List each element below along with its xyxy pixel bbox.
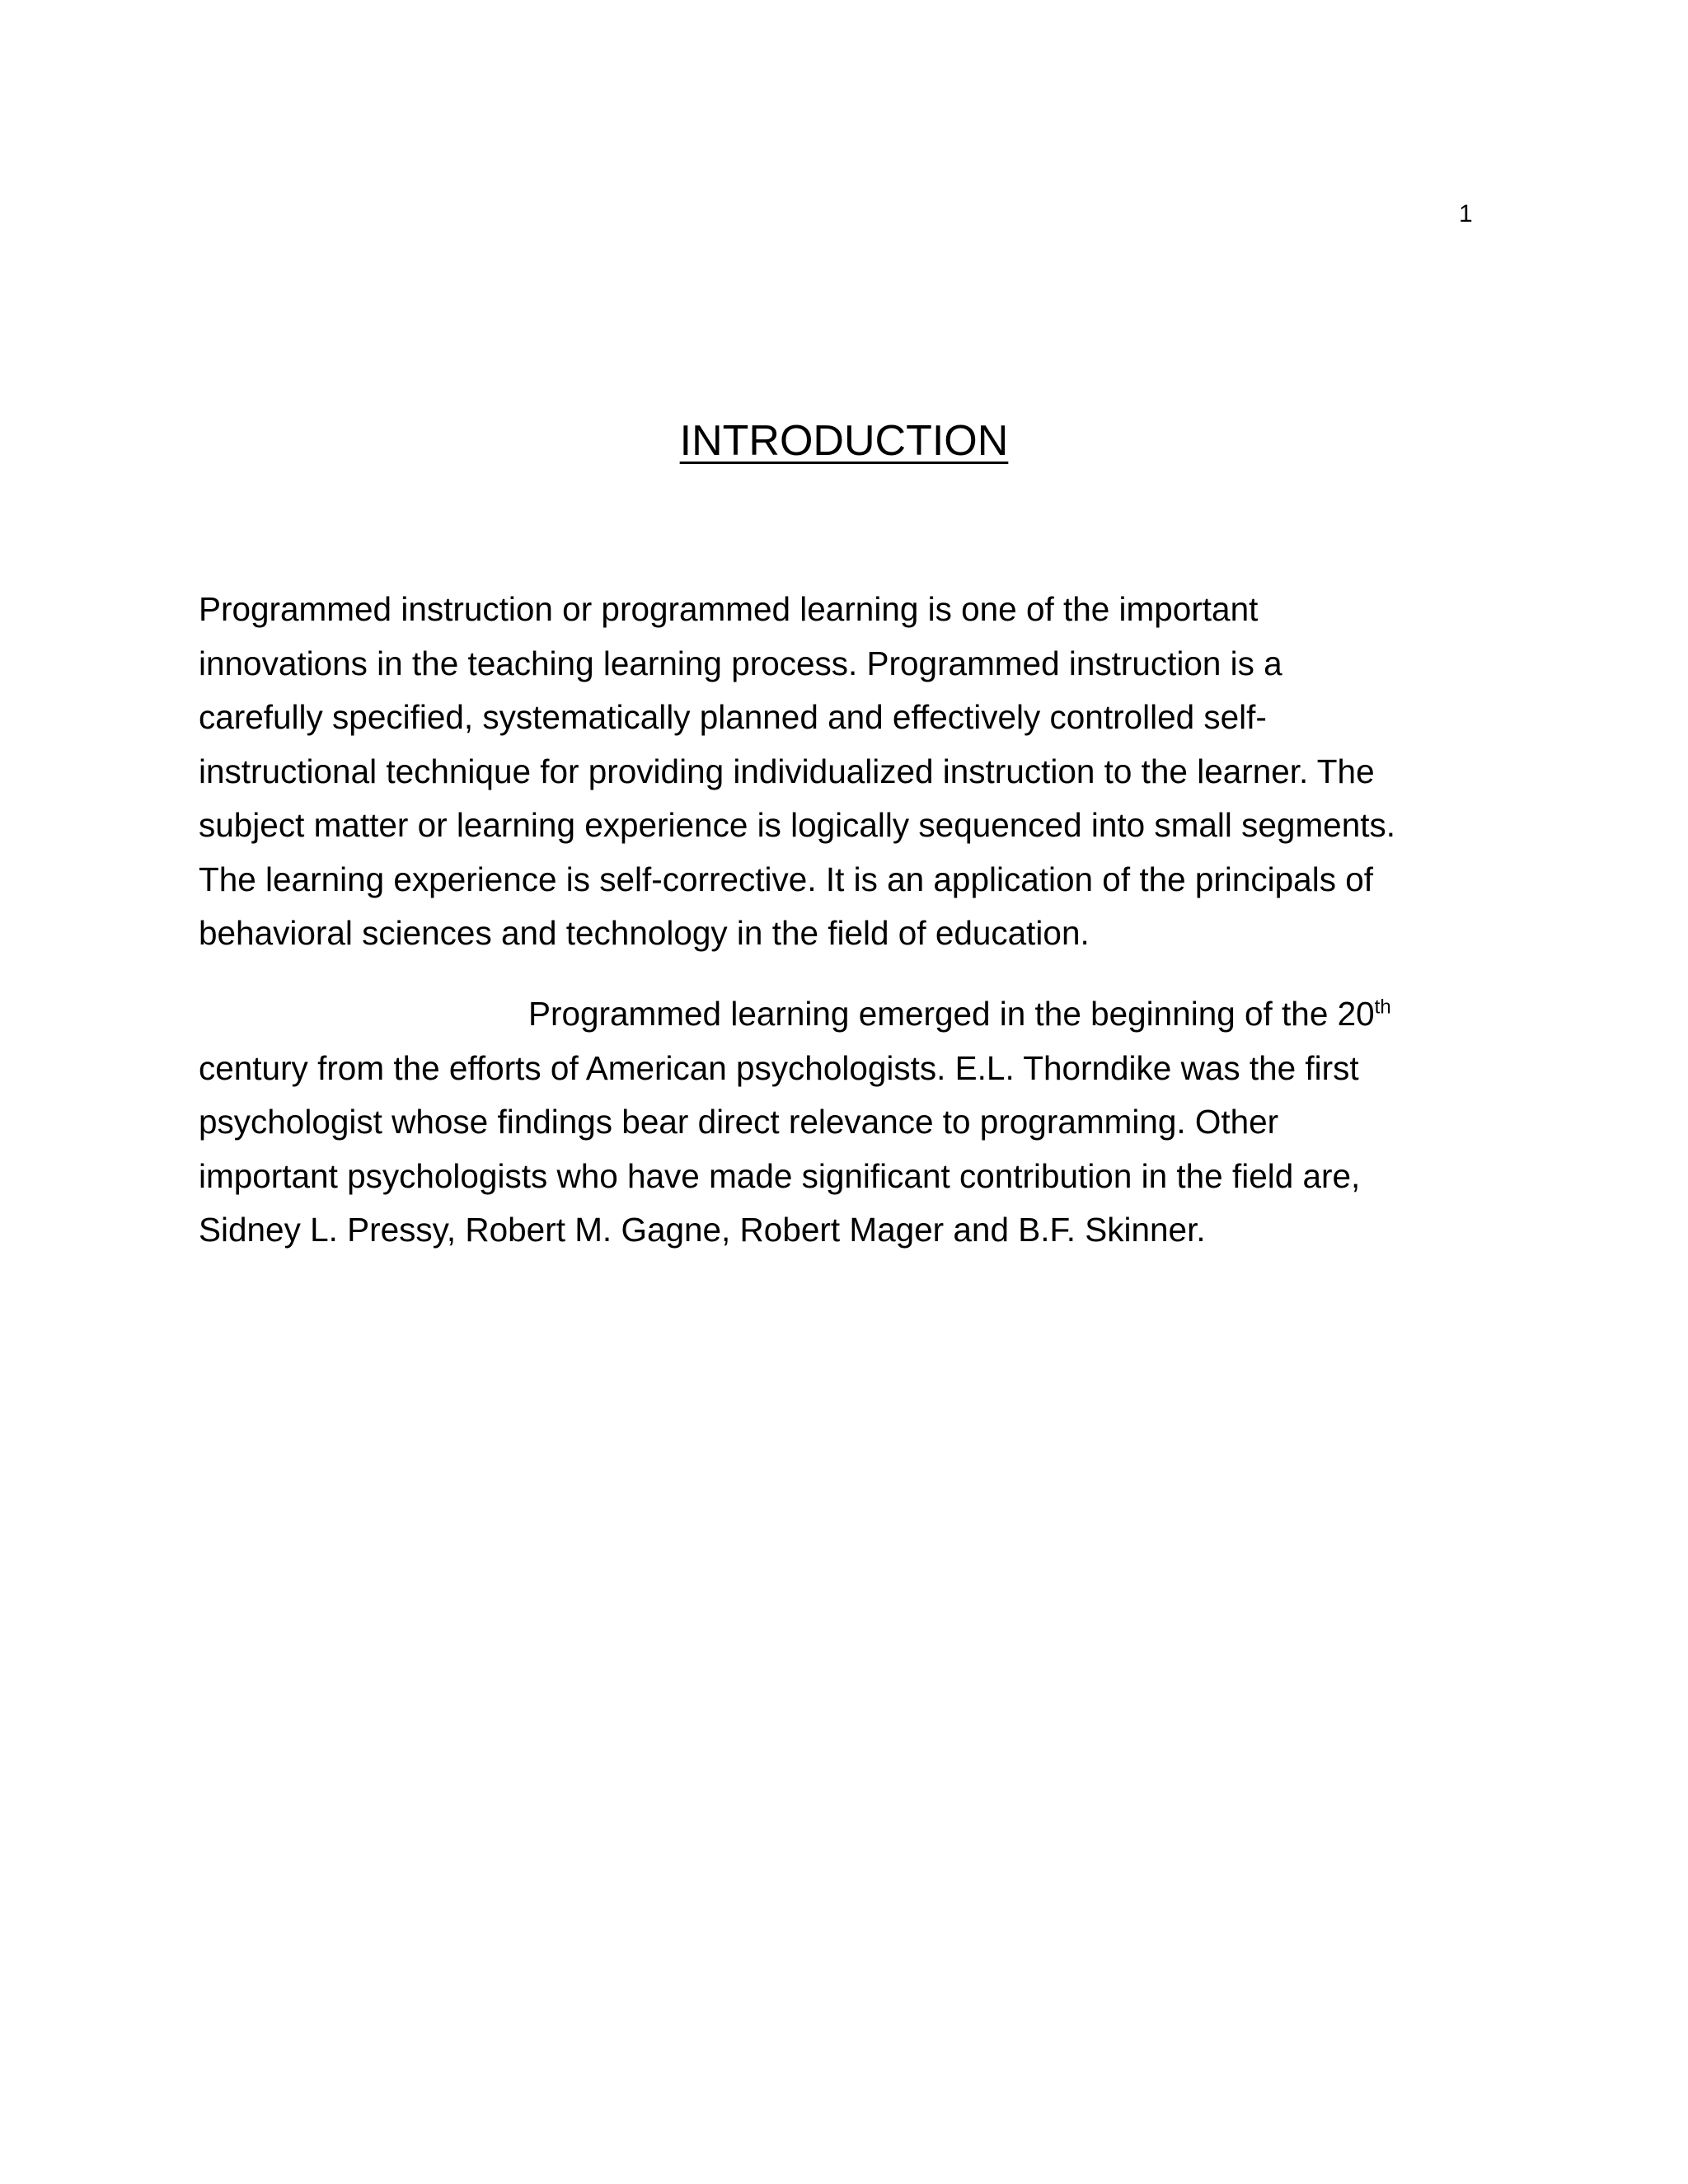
paragraph-1 <box>199 583 1501 961</box>
paragraph-line: The learning experience is self-corrective. It is an application of the principals of <box>199 860 1373 898</box>
page-number: 1 <box>1459 200 1473 227</box>
paragraph-line: carefully specified, systematically planned and effectively controlled self- <box>199 698 1267 736</box>
paragraph-2 <box>199 987 1501 1258</box>
paragraph-line: instructional technique for providing individualized instruction to the learner. The <box>199 752 1375 790</box>
paragraph-line: important psychologists who have made significant contribution in the field are, <box>199 1156 1361 1195</box>
page-title-text: INTRODUCTION <box>679 417 1009 465</box>
paragraph-line: Sidney L. Pressy, Robert M. Gagne, Robert Mager and B.F. Skinner. <box>199 1211 1206 1249</box>
paragraph-line: Programmed instruction or programmed learning is one of the important <box>199 590 1259 628</box>
paragraph-line: psychologist whose findings bear direct relevance to programming. Other <box>199 1103 1279 1141</box>
paragraph-first-line <box>199 987 1501 1042</box>
ordinal-superscript: th <box>1374 996 1391 1019</box>
paragraph-first-line-text: Programmed learning emerged in the beginning of the 20 <box>528 995 1375 1033</box>
paragraph-line: century from the efforts of American psychologists. E.L. Thorndike was the first <box>199 1048 1359 1087</box>
paragraph-line: innovations in the teaching learning process. Programmed instruction is a <box>199 644 1282 682</box>
paragraph-line: subject matter or learning experience is logically sequenced into small segments. <box>199 806 1395 844</box>
paragraph-line: behavioral sciences and technology in the field of education. <box>199 914 1090 952</box>
page-title <box>0 412 1688 470</box>
